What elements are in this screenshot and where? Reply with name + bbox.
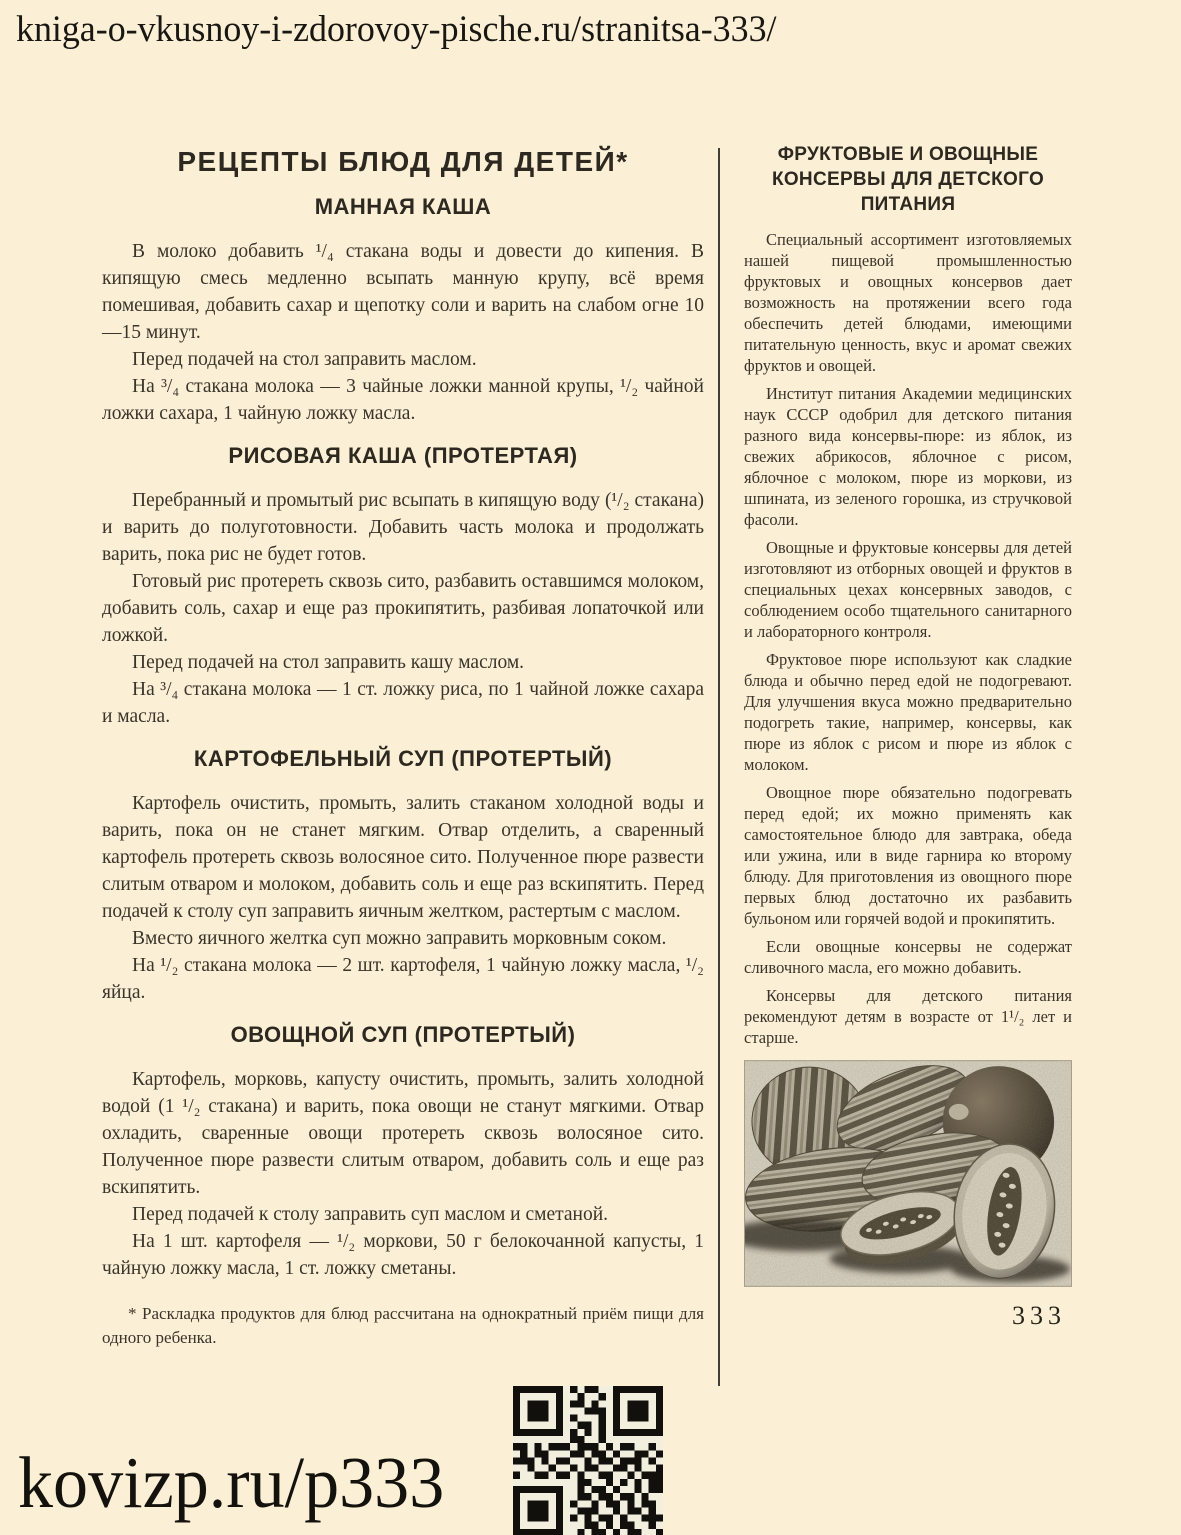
recipe-paragraph: На ³/₄ стакана молока — 3 чайные ложки манной крупы, ¹/₂ чайной ложки сахара, 1 чайную ложку масла.: [102, 376, 704, 424]
info-paragraph: Институт питания Академии медицинских наук СССР одобрил для детского питания разного вида консервы-пюре: из яблок, из свежих абрикосов, яблочное с рисом, яблочное с молоком, пюре из моркови, из шпината, из зеленого горошка, из стручковой фасоли.: [744, 384, 1072, 529]
right-column-title: ФРУКТОВЫЕ И ОВОЩНЫЕ КОНСЕРВЫ ДЛЯ ДЕТСКОГО ПИТАНИЯ: [771, 144, 1045, 215]
recipe-paragraph: Перебранный и промытый рис всыпать в кипящую воду (¹/₂ стакана) и варить до полуготовности. Добавить часть молока и продолжать варить, пока рис не будет готов.: [102, 490, 704, 565]
qr-code: [513, 1386, 663, 1535]
info-paragraph: Если овощные консервы не содержат сливочного масла, его можно добавить.: [744, 937, 1072, 977]
recipe-section-ovoshchnoy-sup: [102, 1022, 704, 1282]
info-paragraph: Овощное пюре обязательно подогревать перед едой; их можно применять как самостоятельное блюдо для завтрака, обеда или ужина, или в виде гарнира ко второму блюду. Для приготовления из овощного пюре первых блюд достаточно их разбавить бульоном или горячей водой и прокипятить.: [744, 783, 1072, 928]
recipe-paragraph: В молоко добавить ¹/₄ стакана воды и довести до кипения. В кипящую смесь медленно всыпать манную крупу, всё время помешивая, добавить сахар и щепотку соли и варить на слабом огне 10—15 минут.: [102, 241, 704, 343]
footnote: * Раскладка продуктов для блюд рассчитана на однократный приём пищи для одного ребенка.: [102, 1304, 704, 1347]
info-paragraph: Специальный ассортимент изготовляемых нашей пищевой промышленностью фруктовых и овощных консервов дает возможность на протяжении всего года обеспечить детей блюдами, имеющими питательную ценность, вкус и аромат свежих фруктов и овощей.: [744, 230, 1072, 375]
recipe-paragraph: Готовый рис протереть сквозь сито, разбавить оставшимся молоком, добавить соль, сахар и еще раз прокипятить, разбивая лопаточкой или ложкой.: [102, 571, 704, 646]
recipe-paragraph: На ¹/₂ стакана молока — 2 шт. картофеля, 1 чайную ложку масла, ¹/₂ яйца.: [102, 955, 704, 1003]
info-paragraph: Консервы для детского питания рекомендуют детям в возрасте от 1¹/₂ лет и старше.: [744, 986, 1072, 1047]
recipe-paragraph: На 1 шт. картофеля — ¹/₂ моркови, 50 г белокочанной капусты, 1 чайную ложку масла, 1 ст. ложку сметаны.: [102, 1231, 704, 1279]
recipe-paragraph: Перед подачей на стол заправить кашу маслом.: [132, 652, 525, 673]
recipe-paragraph: Вместо яичного желтка суп можно заправить морковным соком.: [132, 928, 667, 949]
bottom-site-link[interactable]: kovizp.ru/p333: [18, 1442, 445, 1523]
right-column: [744, 142, 1072, 1331]
melons-photo: [744, 1060, 1072, 1287]
left-column: [102, 146, 704, 1350]
recipe-paragraph: Картофель очистить, промыть, залить стаканом холодной воды и варить, пока он не станет мягким. Отвар отделить, а сваренный картофель протереть сквозь волосяное сито. Полученное пюре развести слитым отваром и молоком, добавить соль и еще раз вскипятить. Перед подачей к столу суп заправить яичным желтком, растертым с маслом.: [102, 793, 704, 922]
recipe-paragraph: Картофель, морковь, капусту очистить, промыть, залить холодной водой (1 ¹/₂ стакана) и варить, пока овощи не станут мягкими. Отвар охладить, сваренные овощи протереть сквозь волосяное сито. Полученное пюре развести слитым отваром, добавить соль и еще раз вскипятить.: [102, 1069, 704, 1198]
recipe-paragraph: Перед подачей на стол заправить маслом.: [132, 349, 477, 370]
recipe-section-kartofelny-sup: [102, 746, 704, 1006]
recipe-heading: КАРТОФЕЛЬНЫЙ СУП (ПРОТЕРТЫЙ): [193, 746, 613, 771]
page-url-text[interactable]: kniga-o-vkusnoy-i-zdorovoy-pische.ru/stranitsa-333/: [16, 9, 777, 50]
recipe-paragraph: На ³/₄ стакана молока — 1 ст. ложку риса, по 1 чайной ложке сахара и масла.: [102, 679, 704, 727]
recipe-heading: МАННАЯ КАША: [314, 194, 492, 219]
recipe-section-mannaya-kasha: [102, 194, 704, 427]
info-paragraph: Овощные и фруктовые консервы для детей изготовляют из отборных овощей и фруктов в специальных цехах консервных заводов, с соблюдением особо тщательного санитарного и лабораторного контроля.: [744, 538, 1072, 641]
recipe-section-risovaya-kasha: [102, 443, 704, 730]
recipe-heading: РИСОВАЯ КАША (ПРОТЕРТАЯ): [228, 443, 578, 468]
column-divider: [718, 148, 720, 1386]
page-number: 333: [1012, 1301, 1066, 1330]
info-paragraph: Фруктовое пюре используют как сладкие блюда и обычно перед едой не подогревают. Для улучшения вкуса можно предварительно подогреть такие, например, консервы, как пюре из яблок с рисом и пюре из яблок с молоком.: [744, 650, 1072, 774]
page-title: РЕЦЕПТЫ БЛЮД ДЛЯ ДЕТЕЙ*: [177, 146, 629, 177]
recipe-paragraph: Перед подачей к столу заправить суп маслом и сметаной.: [132, 1204, 609, 1225]
recipe-heading: ОВОЩНОЙ СУП (ПРОТЕРТЫЙ): [230, 1022, 576, 1047]
